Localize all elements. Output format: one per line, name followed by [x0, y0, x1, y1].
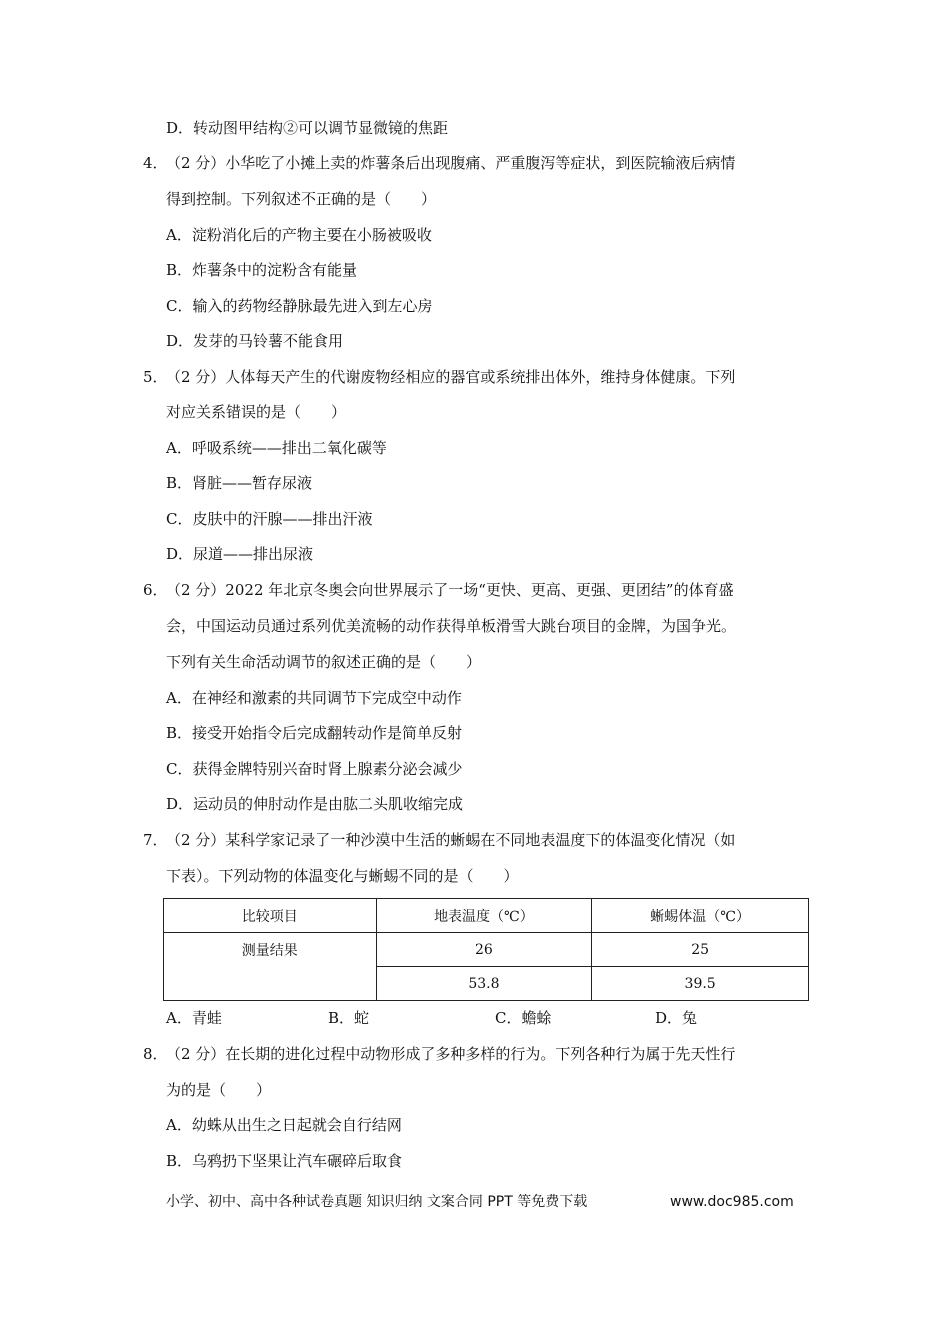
q8-option-b: B．乌鸦扔下坚果让汽车碾碎后取食 — [166, 1152, 403, 1170]
table-header-cell: 比较项目 — [164, 899, 377, 933]
q4-option-c: C．输入的药物经静脉最先进入到左心房 — [166, 297, 433, 315]
q6-option-d: D．运动员的伸肘动作是由肱二头肌收缩完成 — [166, 795, 464, 813]
q6-stem-line1: （2 分）2022 年北京冬奥会向世界展示了一场“更快、更高、更强、更团结”的体育盛 — [166, 581, 734, 599]
table-cell: 39.5 — [592, 967, 809, 1001]
q5-option-b: B．肾脏——暂存尿液 — [166, 474, 313, 492]
table-cell: 53.8 — [376, 967, 592, 1001]
q3-option-d: D．转动图甲结构②可以调节显微镜的焦距 — [166, 119, 449, 137]
q5-number: 5． — [143, 368, 168, 386]
q4-stem-line2: 得到控制。下列叙述不正确的是（ ） — [166, 190, 437, 208]
footer-text: 小学、初中、高中各种试卷真题 知识归纳 文案合同 PPT 等免费下载 — [166, 1194, 588, 1210]
q8-number: 8． — [143, 1045, 168, 1063]
q4-option-d: D．发芽的马铃薯不能食用 — [166, 332, 344, 350]
q7-option-b: B．蛇 — [328, 1009, 370, 1027]
q8-option-a: A．幼蛛从出生之日起就会自行结网 — [166, 1116, 402, 1134]
table-row — [164, 933, 809, 967]
q7-option-d: D．兔 — [655, 1009, 698, 1027]
q5-option-a: A．呼吸系统——排出二氧化碳等 — [166, 439, 387, 457]
q7-option-a: A．青蛙 — [166, 1009, 222, 1027]
table-cell: 25 — [592, 933, 809, 967]
q7-option-c: C．蟾蜍 — [495, 1009, 552, 1027]
table-cell: 26 — [376, 933, 592, 967]
lizard-temperature-table — [163, 898, 809, 1001]
q6-option-a: A．在神经和激素的共同调节下完成空中动作 — [166, 689, 462, 707]
footer-url[interactable]: www.doc985.com — [670, 1194, 794, 1210]
q5-option-c: C．皮肤中的汗腺——排出汗液 — [166, 510, 373, 528]
q4-number: 4． — [143, 154, 168, 172]
q7-stem-line2: 下表）。下列动物的体温变化与蜥蜴不同的是（ ） — [166, 867, 519, 885]
q6-number: 6． — [143, 581, 168, 599]
q5-stem-line2: 对应关系错误的是（ ） — [166, 403, 347, 421]
table-header-row — [164, 899, 809, 933]
q6-stem-line2: 会，中国运动员通过系列优美流畅的动作获得单板滑雪大跳台项目的金牌，为国争光。 — [166, 617, 737, 635]
q5-option-d: D．尿道——排出尿液 — [166, 545, 314, 563]
q6-option-c: C．获得金牌特别兴奋时肾上腺素分泌会减少 — [166, 760, 463, 778]
table-row-label: 测量结果 — [164, 933, 377, 1001]
q6-option-b: B．接受开始指令后完成翻转动作是简单反射 — [166, 724, 463, 742]
q6-stem-line3: 下列有关生命活动调节的叙述正确的是（ ） — [166, 653, 482, 671]
q8-stem-line1: （2 分）在长期的进化过程中动物形成了多种多样的行为。下列各种行为属于先天性行 — [166, 1045, 736, 1063]
q4-option-b: B．炸薯条中的淀粉含有能量 — [166, 261, 358, 279]
q4-stem-line1: （2 分）小华吃了小摊上卖的炸薯条后出现腹痛、严重腹泻等症状，到医院输液后病情 — [166, 154, 736, 172]
q5-stem-line1: （2 分）人体每天产生的代谢废物经相应的器官或系统排出体外，维持身体健康。下列 — [166, 368, 736, 386]
table-header-cell: 蜥蜴体温（℃） — [592, 899, 809, 933]
q7-number: 7． — [143, 831, 168, 849]
table-header-cell: 地表温度（℃） — [376, 899, 592, 933]
q8-stem-line2: 为的是（ ） — [166, 1081, 272, 1099]
q7-stem-line1: （2 分）某科学家记录了一种沙漠中生活的蜥蜴在不同地表温度下的体温变化情况（如 — [166, 831, 736, 849]
q4-option-a: A．淀粉消化后的产物主要在小肠被吸收 — [166, 226, 432, 244]
